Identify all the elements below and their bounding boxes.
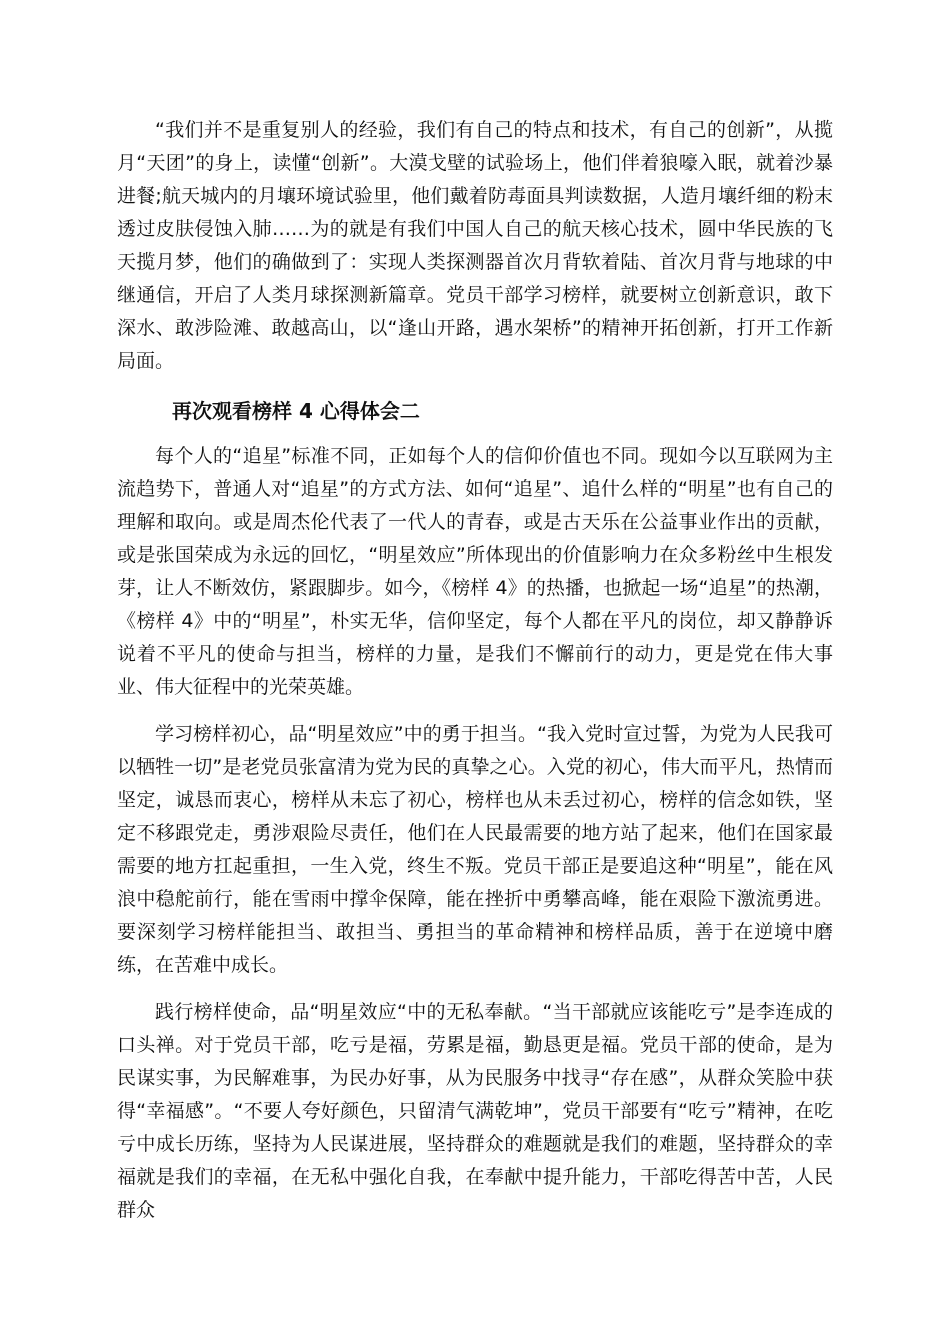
- document-page: [117, 114, 833, 1227]
- section-heading: 再次观看榜样 4 心得体会二: [172, 399, 420, 423]
- body-paragraph: 学习榜样初心，品“明星效应”中的勇于担当。“我入党时宣过誓，为党为人民我可以牺牲一切”是老党员张富清为党为民的真挚之心。入党的初心，伟大而平凡，热情而坚定，诚恳而衷心，榜样从未忘了初心，榜样也从未丢过初心，榜样的信念如铁，坚定不移跟党走，勇涉艰险尽责任，他们在人民最需要的地方站了起来，他们在国家最需要的地方扛起重担，一生入党，终生不叛。党员干部正是要追这种“明星”，能在风浪中稳舵前行，能在雪雨中撑伞保障，能在挫折中勇攀高峰，能在艰险下激流勇进。要深刻学习榜样能担当、敢担当、勇担当的革命精神和榜样品质，善于在逆境中磨练，在苦难中成长。: [117, 723, 833, 976]
- body-paragraph: “我们并不是重复别人的经验，我们有自己的特点和技术，有自己的创新”，从揽月“天团”的身上，读懂“创新”。大漠戈壁的试验场上，他们伴着狼嚎入眠，就着沙暴进餐;航天城内的月壤环境试验里，他们戴着防毒面具判读数据，人造月壤纤细的粉末透过皮肤侵蚀入肺……为的就是有我们中国人自己的航天核心技术，圆中华民族的飞天揽月梦，他们的确做到了：实现人类探测器首次月背软着陆、首次月背与地球的中继通信，开启了人类月球探测新篇章。党员干部学习榜样，就要树立创新意识，敢下深水、敢涉险滩、敢越高山，以“逢山开路，遇水架桥”的精神开拓创新，打开工作新局面。: [117, 119, 833, 372]
- body-paragraph: 每个人的“追星”标准不同，正如每个人的信仰价值也不同。现如今以互联网为主流趋势下，普通人对“追星”的方式方法、如何“追星”、追什么样的“明星”也有自己的理解和取向。或是周杰伦代表了一代人的青春，或是古天乐在公益事业作出的贡献，或是张国荣成为永远的回忆，“明星效应”所体现出的价值影响力在众多粉丝中生根发芽，让人不断效仿，紧跟脚步。如今，《榜样 4》的热播，也掀起一场“追星”的热潮，《榜样 4》中的“明星”，朴实无华，信仰坚定，每个人都在平凡的岗位，却又静静诉说着不平凡的使命与担当，榜样的力量，是我们不懈前行的动力，更是党在伟大事业、伟大征程中的光荣英雄。: [117, 445, 833, 698]
- body-paragraph: 践行榜样使命，品“明星效应“中的无私奉献。“当干部就应该能吃亏”是李连成的口头禅。对于党员干部，吃亏是福，劳累是福，勤恳更是福。党员干部的使命，是为民谋实事，为民解难事，为民办好事，从为民服务中找寻“存在感”，从群众笑脸中获得“幸福感”。“不要人夸好颜色，只留清气满乾坤”，党员干部要有“吃亏”精神，在吃亏中成长历练，坚持为人民谋进展，坚持群众的难题就是我们的难题，坚持群众的幸福就是我们的幸福，在无私中强化自我，在奉献中提升能力，干部吃得苦中苦，人民群众: [117, 1001, 833, 1221]
